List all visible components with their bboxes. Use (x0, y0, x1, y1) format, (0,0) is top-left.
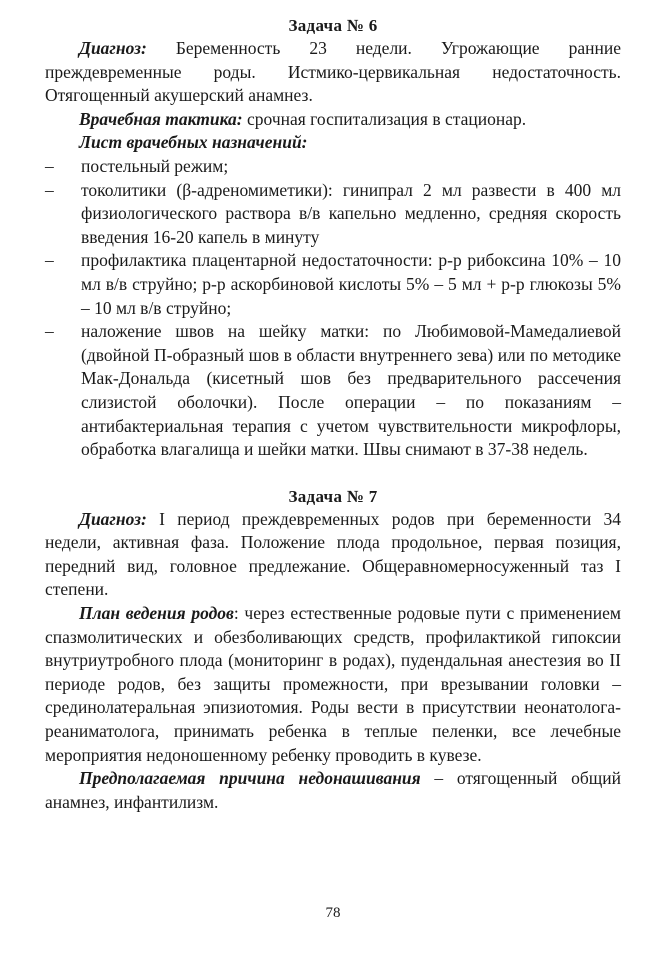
list-item: – токолитики (β-адреномиметики): гинипрал 2 мл развести в 400 мл физиологического раствора в/в капельно медленно, средняя скорость введения 16-20 капель в минуту (45, 179, 621, 247)
task6-tactics (45, 108, 621, 132)
task6-tactics-text: срочная госпитализация в стационар. (242, 108, 527, 129)
task6-orders-list (45, 155, 621, 462)
list-item: – профилактика плацентарной недостаточности: р-р рибоксина 10% – 10 мл в/в струйно; р-р аскорбиновой кислоты 5% – 5 мл + р-р глюкозы 5% – 10 мл в/в струйно; (45, 250, 621, 318)
task6-diagnosis (45, 37, 621, 108)
task6-tactics-label: Врачебная тактика: (79, 108, 243, 129)
document-page (45, 14, 621, 814)
task6-diagnosis-text: Беременность 23 недели. Угрожающие ранние преждевременные роды. Истмико-цервикальная недостаточность. Отягощенный акушерский анамнез. (45, 38, 621, 106)
task7-diagnosis-text: I период преждевременных родов при беременности 34 недели, активная фаза. Положение плода продольное, первая позиция, передний вид, головное предлежание. Общеравномерносуженный таз I степени. (45, 508, 621, 600)
task7-cause-text: – отягощенный общий анамнез, инфантилизм. (45, 768, 621, 812)
task6-title: Задача № 6 (288, 16, 378, 35)
task6-diagnosis-label: Диагноз: (79, 38, 147, 58)
task7-plan-label: План ведения родов (79, 603, 234, 624)
list-item: – постельный режим; (45, 155, 229, 176)
task7-title: Задача № 7 (288, 486, 378, 506)
list-item-text: токолитики (β-адреномиметики): гинипрал 2 мл развести в 400 мл физиологического раствора в/в капельно медленно, средняя скорость введения 16-20 капель в минуту (81, 179, 621, 247)
task6-orders-label: Лист врачебных назначений: (79, 132, 308, 153)
task7-diagnosis-label: Диагноз: (79, 508, 147, 529)
task6-orders-heading (45, 131, 621, 155)
list-item: – наложение швов на шейку матки: по Любимовой-Мамедалиевой (двойной П-образный шов в области внутреннего зева) или по методике Мак-Дональда (кисетный шов без предварительного рассечения слизистой оболочки). После операции – по показаниям – антибактериальная терапия с учетом чувствительности микрофлоры, обработка влагалища и шейки матки. Швы снимают в 37-38 недель. (45, 321, 621, 460)
list-item-text: постельный режим; (81, 155, 229, 176)
list-item-text: наложение швов на шейку матки: по Любимовой-Мамедалиевой (двойной П-образный шов в области внутреннего зева) или по методике Мак-Дональда (кисетный шов без предварительного рассечения слизистой оболочки). После операции – по показаниям – антибактериальная терапия с учетом чувствительности микрофлоры, обработка влагалища и шейки матки. Швы снимают в 37-38 недель. (81, 321, 621, 460)
task7-cause-label: Предполагаемая причина недонашивания (79, 768, 421, 789)
list-item-text: профилактика плацентарной недостаточности: р-р рибоксина 10% – 10 мл в/в струйно; р-р аскорбиновой кислоты 5% – 5 мл + р-р глюкозы 5% – 10 мл в/в струйно; (81, 250, 621, 318)
page-number: 78 (325, 905, 341, 921)
task7-diagnosis (45, 508, 621, 602)
task7-cause (45, 767, 621, 814)
task7-plan (45, 602, 621, 767)
task7-plan-text: : через естественные родовые пути с применением спазмолитических и обезболивающих средств, профилактикой гипоксии внутриутробного плода (мониторинг в родах), пудендальная анестезия во II периоде родов, без защиты промежности, при врезывании головки – срединолатеральная эпизиотомия. Роды вести в присутствии неонатолога-реаниматолога, принимать ребенка в теплые пеленки, все лечебные мероприятия недоношенному ребенку проводить в кувезе. (45, 603, 621, 765)
